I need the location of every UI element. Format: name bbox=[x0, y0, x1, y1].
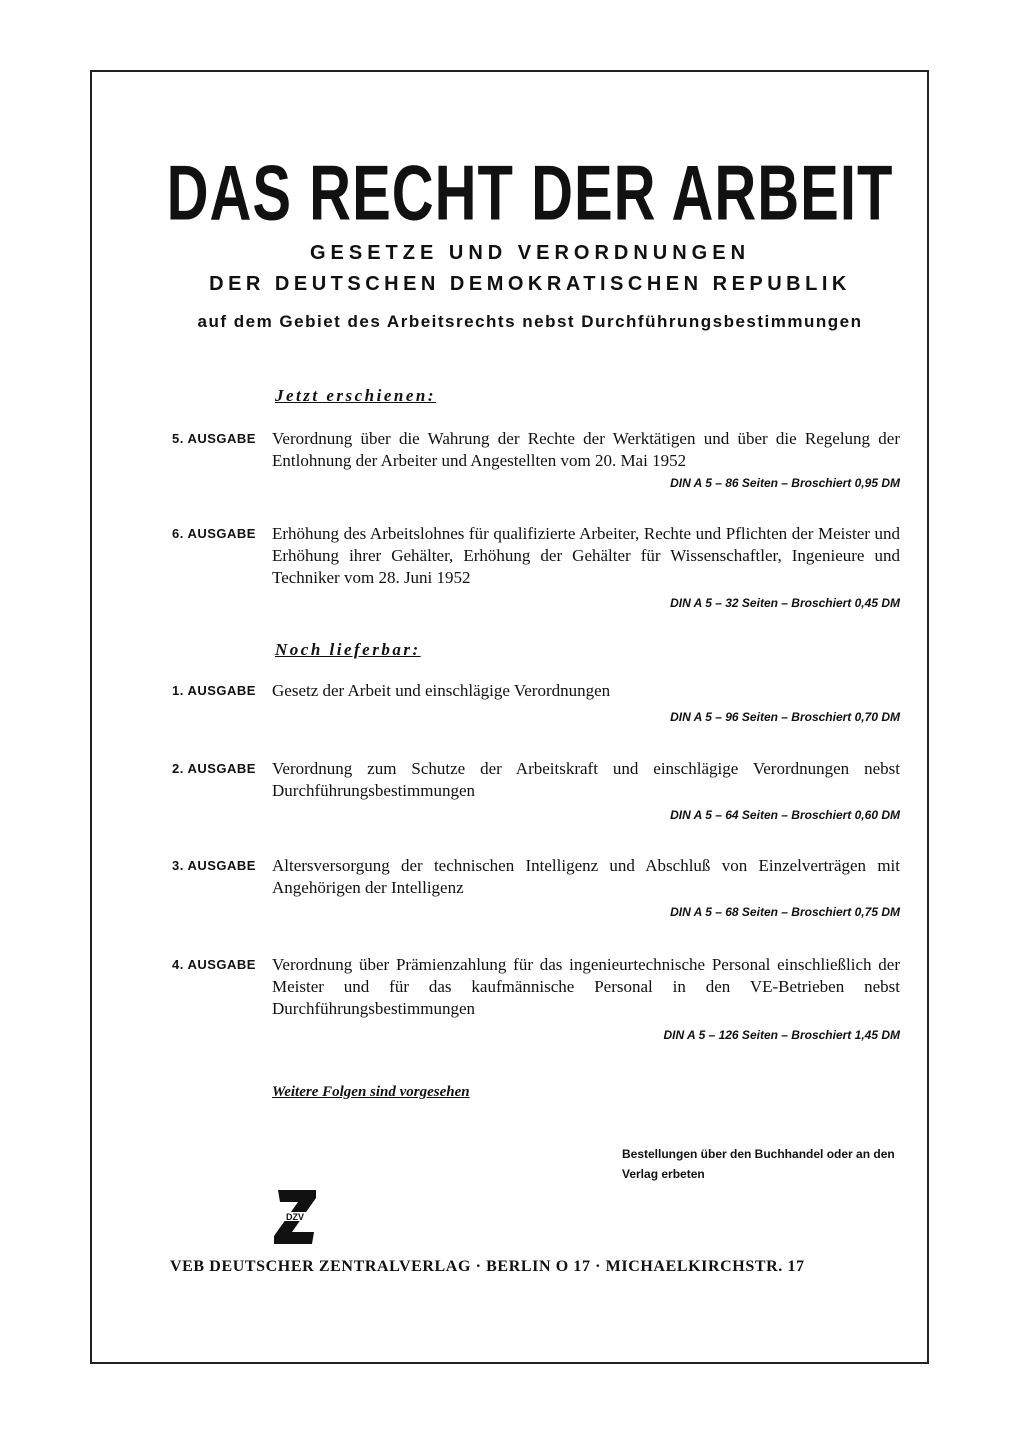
edition-number: 5. AUSGABE bbox=[172, 431, 256, 446]
section-heading-available: Noch lieferbar: bbox=[275, 640, 421, 659]
section-heading-new: Jetzt erschienen: bbox=[275, 386, 437, 405]
edition-description: Altersversorgung der technischen Intelligenz und Abschluß von Einzelverträgen mit Angehörigen der Intelligenz bbox=[272, 856, 900, 897]
edition-description: Gesetz der Arbeit und einschlägige Verordnungen bbox=[272, 681, 611, 700]
edition-meta: DIN A 5 – 68 Seiten – Broschiert 0,75 DM bbox=[670, 905, 900, 919]
edition-meta: DIN A 5 – 86 Seiten – Broschiert 0,95 DM bbox=[670, 476, 900, 490]
edition-description: Verordnung über die Wahrung der Rechte der Werktätigen und über die Regelung der Entlohnung der Arbeiter und Angestellten vom 20. Mai 1952 bbox=[272, 429, 900, 470]
edition-description: Verordnung zum Schutze der Arbeitskraft und einschlägige Verordnungen nebst Durchführungsbestimmungen bbox=[272, 759, 900, 800]
logo-text: DZV bbox=[286, 1212, 304, 1222]
edition-description: Erhöhung des Arbeitslohnes für qualifizierte Arbeiter, Rechte und Pflichten der Meister und Erhöhung ihrer Gehälter, Erhöhung der Gehälter für Wissenschaftler, Ingenieure und Techniker vom 28. Juni 1952 bbox=[272, 524, 900, 587]
list-item bbox=[172, 523, 900, 618]
edition-description: Verordnung über Prämienzahlung für das ingenieurtechnische Personal einschließlich der Meister und für das kaufmännische Personal in den VE-Betrieben nebst Durchführungsbestimmungen bbox=[272, 955, 900, 1018]
edition-meta: DIN A 5 – 96 Seiten – Broschiert 0,70 DM bbox=[670, 710, 900, 724]
subtitle-scope: auf dem Gebiet des Arbeitsrechts nebst Durchführungsbestimmungen bbox=[197, 312, 863, 331]
list-item bbox=[172, 758, 900, 826]
edition-number: 1. AUSGABE bbox=[172, 683, 256, 698]
list-item bbox=[172, 680, 900, 728]
edition-number: 2. AUSGABE bbox=[172, 761, 256, 776]
list-item bbox=[172, 855, 900, 923]
edition-meta: DIN A 5 – 32 Seiten – Broschiert 0,45 DM bbox=[670, 596, 900, 610]
subtitle-laws: GESETZE UND VERORDNUNGEN bbox=[309, 242, 751, 264]
order-note: Bestellungen über den Buchhandel oder an den Verlag erbeten bbox=[622, 1147, 895, 1181]
publisher-z-logo-icon bbox=[270, 1188, 320, 1246]
page-title: DAS RECHT DER ARBEIT bbox=[166, 149, 894, 238]
edition-number: 4. AUSGABE bbox=[172, 957, 256, 972]
list-item bbox=[172, 428, 900, 498]
list-item bbox=[172, 954, 900, 1049]
edition-number: 3. AUSGABE bbox=[172, 858, 256, 873]
further-editions-note: Weitere Folgen sind vorgesehen bbox=[272, 1084, 470, 1100]
edition-number: 6. AUSGABE bbox=[172, 526, 256, 541]
edition-meta: DIN A 5 – 64 Seiten – Broschiert 0,60 DM bbox=[670, 808, 900, 822]
edition-meta: DIN A 5 – 126 Seiten – Broschiert 1,45 DM bbox=[663, 1028, 900, 1042]
publisher-footer: VEB DEUTSCHER ZENTRALVERLAG · BERLIN O 17 · MICHAELKIRCHSTR. 17 bbox=[170, 1258, 805, 1275]
subtitle-republic: DER DEUTSCHEN DEMOKRATISCHEN REPUBLIK bbox=[209, 273, 851, 295]
